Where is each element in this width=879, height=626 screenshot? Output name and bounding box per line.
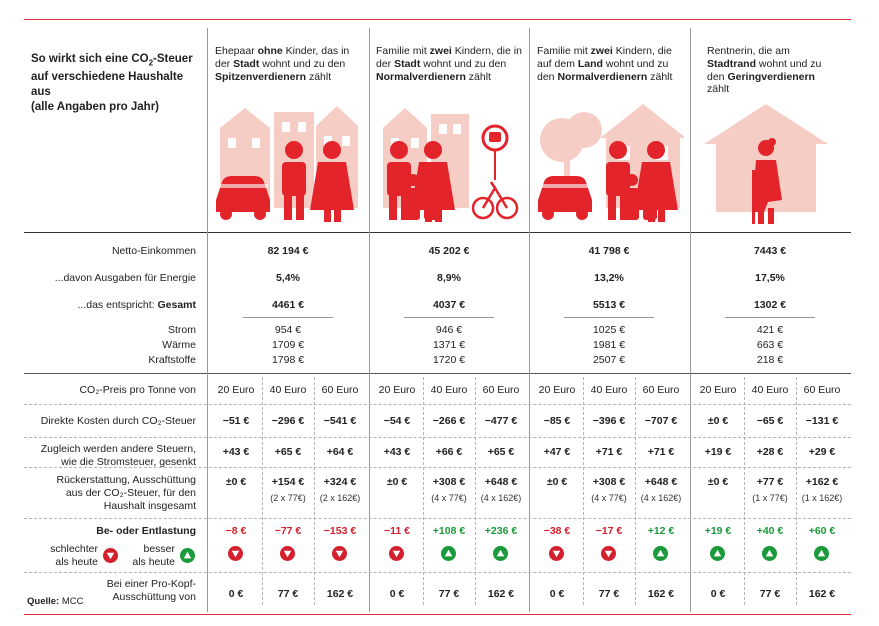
subcolumn-divider <box>475 377 476 605</box>
tax-reduction-value: +43 € <box>383 446 411 458</box>
household-header-4: Rentnerin, die am Stadtrand wohnt und zu den Geringverdienern zählt <box>707 45 822 96</box>
fuel-value: 1798 € <box>271 354 305 366</box>
co2-price-value: 40 Euro <box>430 384 468 396</box>
refund-value: +162 € <box>805 476 839 488</box>
label-waerme: Wärme <box>162 339 196 351</box>
label-net-effect: Be- oder Entlastung <box>96 525 196 537</box>
household-header-1: Ehepaar ohne Kinder, das in der Stadt wohnt und zu den Spitzenverdienern zählt <box>215 45 350 83</box>
co2-price-value: 20 Euro <box>538 384 576 396</box>
per-capita-value: 77 € <box>598 588 620 600</box>
direct-cost-value: −85 € <box>543 415 571 427</box>
energy-share-value: 17,5% <box>755 272 785 284</box>
pensioner-illustration <box>702 100 852 228</box>
subcolumn-divider <box>314 377 315 605</box>
household-header-3: Familie mit zwei Kindern, die auf dem Land wohnt und zu den Normalverdienern zählt <box>537 45 673 83</box>
legend-better-label: besser als heute <box>132 543 175 568</box>
per-capita-value: 77 € <box>277 588 299 600</box>
net-effect-value: +40 € <box>756 525 784 537</box>
direct-cost-value: −266 € <box>432 415 466 427</box>
refund-value: +648 € <box>644 476 678 488</box>
refund-breakdown: (2 x 77€) <box>270 493 306 503</box>
better-up-icon <box>493 546 508 561</box>
bottom-rule <box>24 614 851 615</box>
refund-value: +648 € <box>484 476 518 488</box>
label-per-capita: Bei einer Pro-Kopf- Ausschüttung von <box>106 578 196 603</box>
label-gesamt: ...das entspricht: Gesamt <box>77 299 196 311</box>
per-capita-value: 0 € <box>389 588 405 600</box>
label-netto: Netto-Einkommen <box>111 245 196 257</box>
per-capita-value: 162 € <box>647 588 675 600</box>
refund-breakdown: (1 x 162€) <box>801 493 843 503</box>
source-note: Quelle: MCC <box>27 596 84 607</box>
fuel-value: 1720 € <box>432 354 466 366</box>
label-kraftstoffe: Kraftstoffe <box>148 354 196 366</box>
refund-breakdown: (2 x 162€) <box>319 493 361 503</box>
co2-price-value: 20 Euro <box>378 384 416 396</box>
refund-value: ±0 € <box>386 476 408 488</box>
net-effect-value: −77 € <box>274 525 302 537</box>
tax-reduction-value: +65 € <box>274 446 302 458</box>
co2-price-value: 60 Euro <box>642 384 680 396</box>
column-divider <box>369 28 370 612</box>
per-capita-value: 77 € <box>438 588 460 600</box>
worse-down-icon <box>601 546 616 561</box>
energy-total-value: 4037 € <box>432 299 466 311</box>
per-capita-value: 0 € <box>710 588 726 600</box>
net-effect-value: +60 € <box>808 525 836 537</box>
better-up-icon <box>441 546 456 561</box>
co2-price-value: 40 Euro <box>269 384 307 396</box>
tax-reduction-value: +29 € <box>808 446 836 458</box>
energy-share-value: 8,9% <box>437 272 461 284</box>
label-strom: Strom <box>167 324 196 336</box>
city-family-illustration <box>373 100 523 228</box>
subcolumn-divider <box>423 377 424 605</box>
direct-cost-value: −51 € <box>222 415 250 427</box>
tax-reduction-value: +43 € <box>222 446 250 458</box>
refund-breakdown: (4 x 162€) <box>640 493 682 503</box>
subcolumn-divider <box>796 377 797 605</box>
worse-down-icon <box>389 546 404 561</box>
household-header-2: Familie mit zwei Kindern, die in der Stadt wohnt und zu den Normalverdienern zählt <box>376 45 522 83</box>
better-up-icon <box>180 548 195 563</box>
fuel-value: 218 € <box>756 354 784 366</box>
direct-cost-value: −707 € <box>644 415 678 427</box>
refund-value: ±0 € <box>707 476 729 488</box>
energy-total-value: 1302 € <box>753 299 787 311</box>
better-up-icon <box>814 546 829 561</box>
worse-down-icon <box>103 548 118 563</box>
column-divider <box>207 28 208 612</box>
better-up-icon <box>710 546 725 561</box>
refund-value: ±0 € <box>225 476 247 488</box>
tax-reduction-value: +71 € <box>595 446 623 458</box>
tax-reduction-value: +64 € <box>326 446 354 458</box>
heating-value: 1981 € <box>592 339 626 351</box>
subcolumn-divider <box>583 377 584 605</box>
per-capita-value: 0 € <box>549 588 565 600</box>
total-underline <box>404 317 494 318</box>
heating-value: 1371 € <box>432 339 466 351</box>
column-divider <box>690 28 691 612</box>
total-underline <box>243 317 333 318</box>
tax-reduction-value: +19 € <box>704 446 732 458</box>
total-underline <box>564 317 654 318</box>
electricity-value: 954 € <box>274 324 302 336</box>
subcolumn-divider <box>744 377 745 605</box>
refund-value: +308 € <box>592 476 626 488</box>
direct-cost-value: −541 € <box>323 415 357 427</box>
label-co2-price: CO₂-Preis pro Tonne von <box>79 384 196 396</box>
per-capita-value: 162 € <box>808 588 836 600</box>
refund-value: +154 € <box>271 476 305 488</box>
co2-price-value: 60 Euro <box>482 384 520 396</box>
per-capita-value: 0 € <box>228 588 244 600</box>
refund-breakdown: (4 x 162€) <box>480 493 522 503</box>
tax-reduction-value: +71 € <box>647 446 675 458</box>
subcolumn-divider <box>262 377 263 605</box>
refund-value: +77 € <box>756 476 784 488</box>
tax-reduction-value: +65 € <box>487 446 515 458</box>
tax-reduction-value: +28 € <box>756 446 784 458</box>
net-effect-value: −11 € <box>384 525 410 537</box>
heating-value: 663 € <box>756 339 784 351</box>
rural-family-illustration <box>534 100 684 228</box>
net-effect-value: +12 € <box>647 525 675 537</box>
label-refund: Rückerstattung, Ausschüttung aus der CO₂-Steuer, für den Haushalt insgesamt <box>56 474 196 512</box>
net-effect-value: +108 € <box>432 525 466 537</box>
total-underline <box>725 317 815 318</box>
energy-total-value: 5513 € <box>592 299 626 311</box>
refund-breakdown: (4 x 77€) <box>431 493 467 503</box>
net-effect-value: −153 € <box>323 525 357 537</box>
co2-price-value: 20 Euro <box>217 384 255 396</box>
co2-price-value: 60 Euro <box>321 384 359 396</box>
divider-header <box>24 232 851 233</box>
co2-price-value: 40 Euro <box>751 384 789 396</box>
worse-down-icon <box>549 546 564 561</box>
tax-reduction-value: +66 € <box>435 446 463 458</box>
label-other-taxes: Zugleich werden andere Steuern, wie die Stromsteuer, gesenkt <box>40 443 196 468</box>
column-divider <box>529 28 530 612</box>
net-income-value: 7443 € <box>753 245 787 257</box>
electricity-value: 421 € <box>756 324 784 336</box>
energy-total-value: 4461 € <box>271 299 305 311</box>
worse-down-icon <box>280 546 295 561</box>
net-income-value: 45 202 € <box>428 245 470 257</box>
fuel-value: 2507 € <box>592 354 626 366</box>
net-effect-value: −38 € <box>543 525 571 537</box>
divider-stats <box>24 373 851 374</box>
city-couple-illustration <box>212 100 362 228</box>
refund-value: ±0 € <box>546 476 568 488</box>
top-rule <box>24 19 851 20</box>
direct-cost-value: −65 € <box>756 415 784 427</box>
row-divider <box>24 518 851 519</box>
direct-cost-value: −131 € <box>805 415 839 427</box>
table-title: So wirkt sich eine $CO_2$-Steuer auf verschiedene Haushalte aus (alle Angaben pro Jahr) <box>31 53 193 114</box>
direct-cost-value: ±0 € <box>707 415 729 427</box>
label-energie: ...davon Ausgaben für Energie <box>54 272 196 284</box>
direct-cost-value: −396 € <box>592 415 626 427</box>
row-divider <box>24 572 851 573</box>
tax-reduction-value: +47 € <box>543 446 571 458</box>
subcolumn-divider <box>635 377 636 605</box>
electricity-value: 1025 € <box>592 324 626 336</box>
worse-down-icon <box>332 546 347 561</box>
row-divider <box>24 437 851 438</box>
net-effect-value: +236 € <box>484 525 518 537</box>
refund-value: +308 € <box>432 476 466 488</box>
heating-value: 1709 € <box>271 339 305 351</box>
better-up-icon <box>762 546 777 561</box>
better-up-icon <box>653 546 668 561</box>
electricity-value: 946 € <box>435 324 463 336</box>
per-capita-value: 162 € <box>487 588 515 600</box>
legend-worse-label: schlechter als heute <box>50 543 98 568</box>
refund-breakdown: (4 x 77€) <box>591 493 627 503</box>
co2-price-value: 20 Euro <box>699 384 737 396</box>
co2-price-value: 40 Euro <box>590 384 628 396</box>
label-direct-costs: Direkte Kosten durch CO₂-Steuer <box>40 415 196 427</box>
net-effect-value: −17 € <box>595 525 623 537</box>
net-income-value: 41 798 € <box>588 245 630 257</box>
row-divider <box>24 404 851 405</box>
direct-cost-value: −54 € <box>383 415 411 427</box>
energy-share-value: 5,4% <box>276 272 300 284</box>
refund-value: +324 € <box>323 476 357 488</box>
per-capita-value: 77 € <box>759 588 781 600</box>
net-effect-value: +19 € <box>704 525 732 537</box>
worse-down-icon <box>228 546 243 561</box>
net-effect-value: −8 € <box>225 525 247 537</box>
direct-cost-value: −477 € <box>484 415 518 427</box>
direct-cost-value: −296 € <box>271 415 305 427</box>
energy-share-value: 13,2% <box>594 272 624 284</box>
per-capita-value: 162 € <box>326 588 354 600</box>
co2-price-value: 60 Euro <box>803 384 841 396</box>
net-income-value: 82 194 € <box>267 245 309 257</box>
refund-breakdown: (1 x 77€) <box>752 493 788 503</box>
